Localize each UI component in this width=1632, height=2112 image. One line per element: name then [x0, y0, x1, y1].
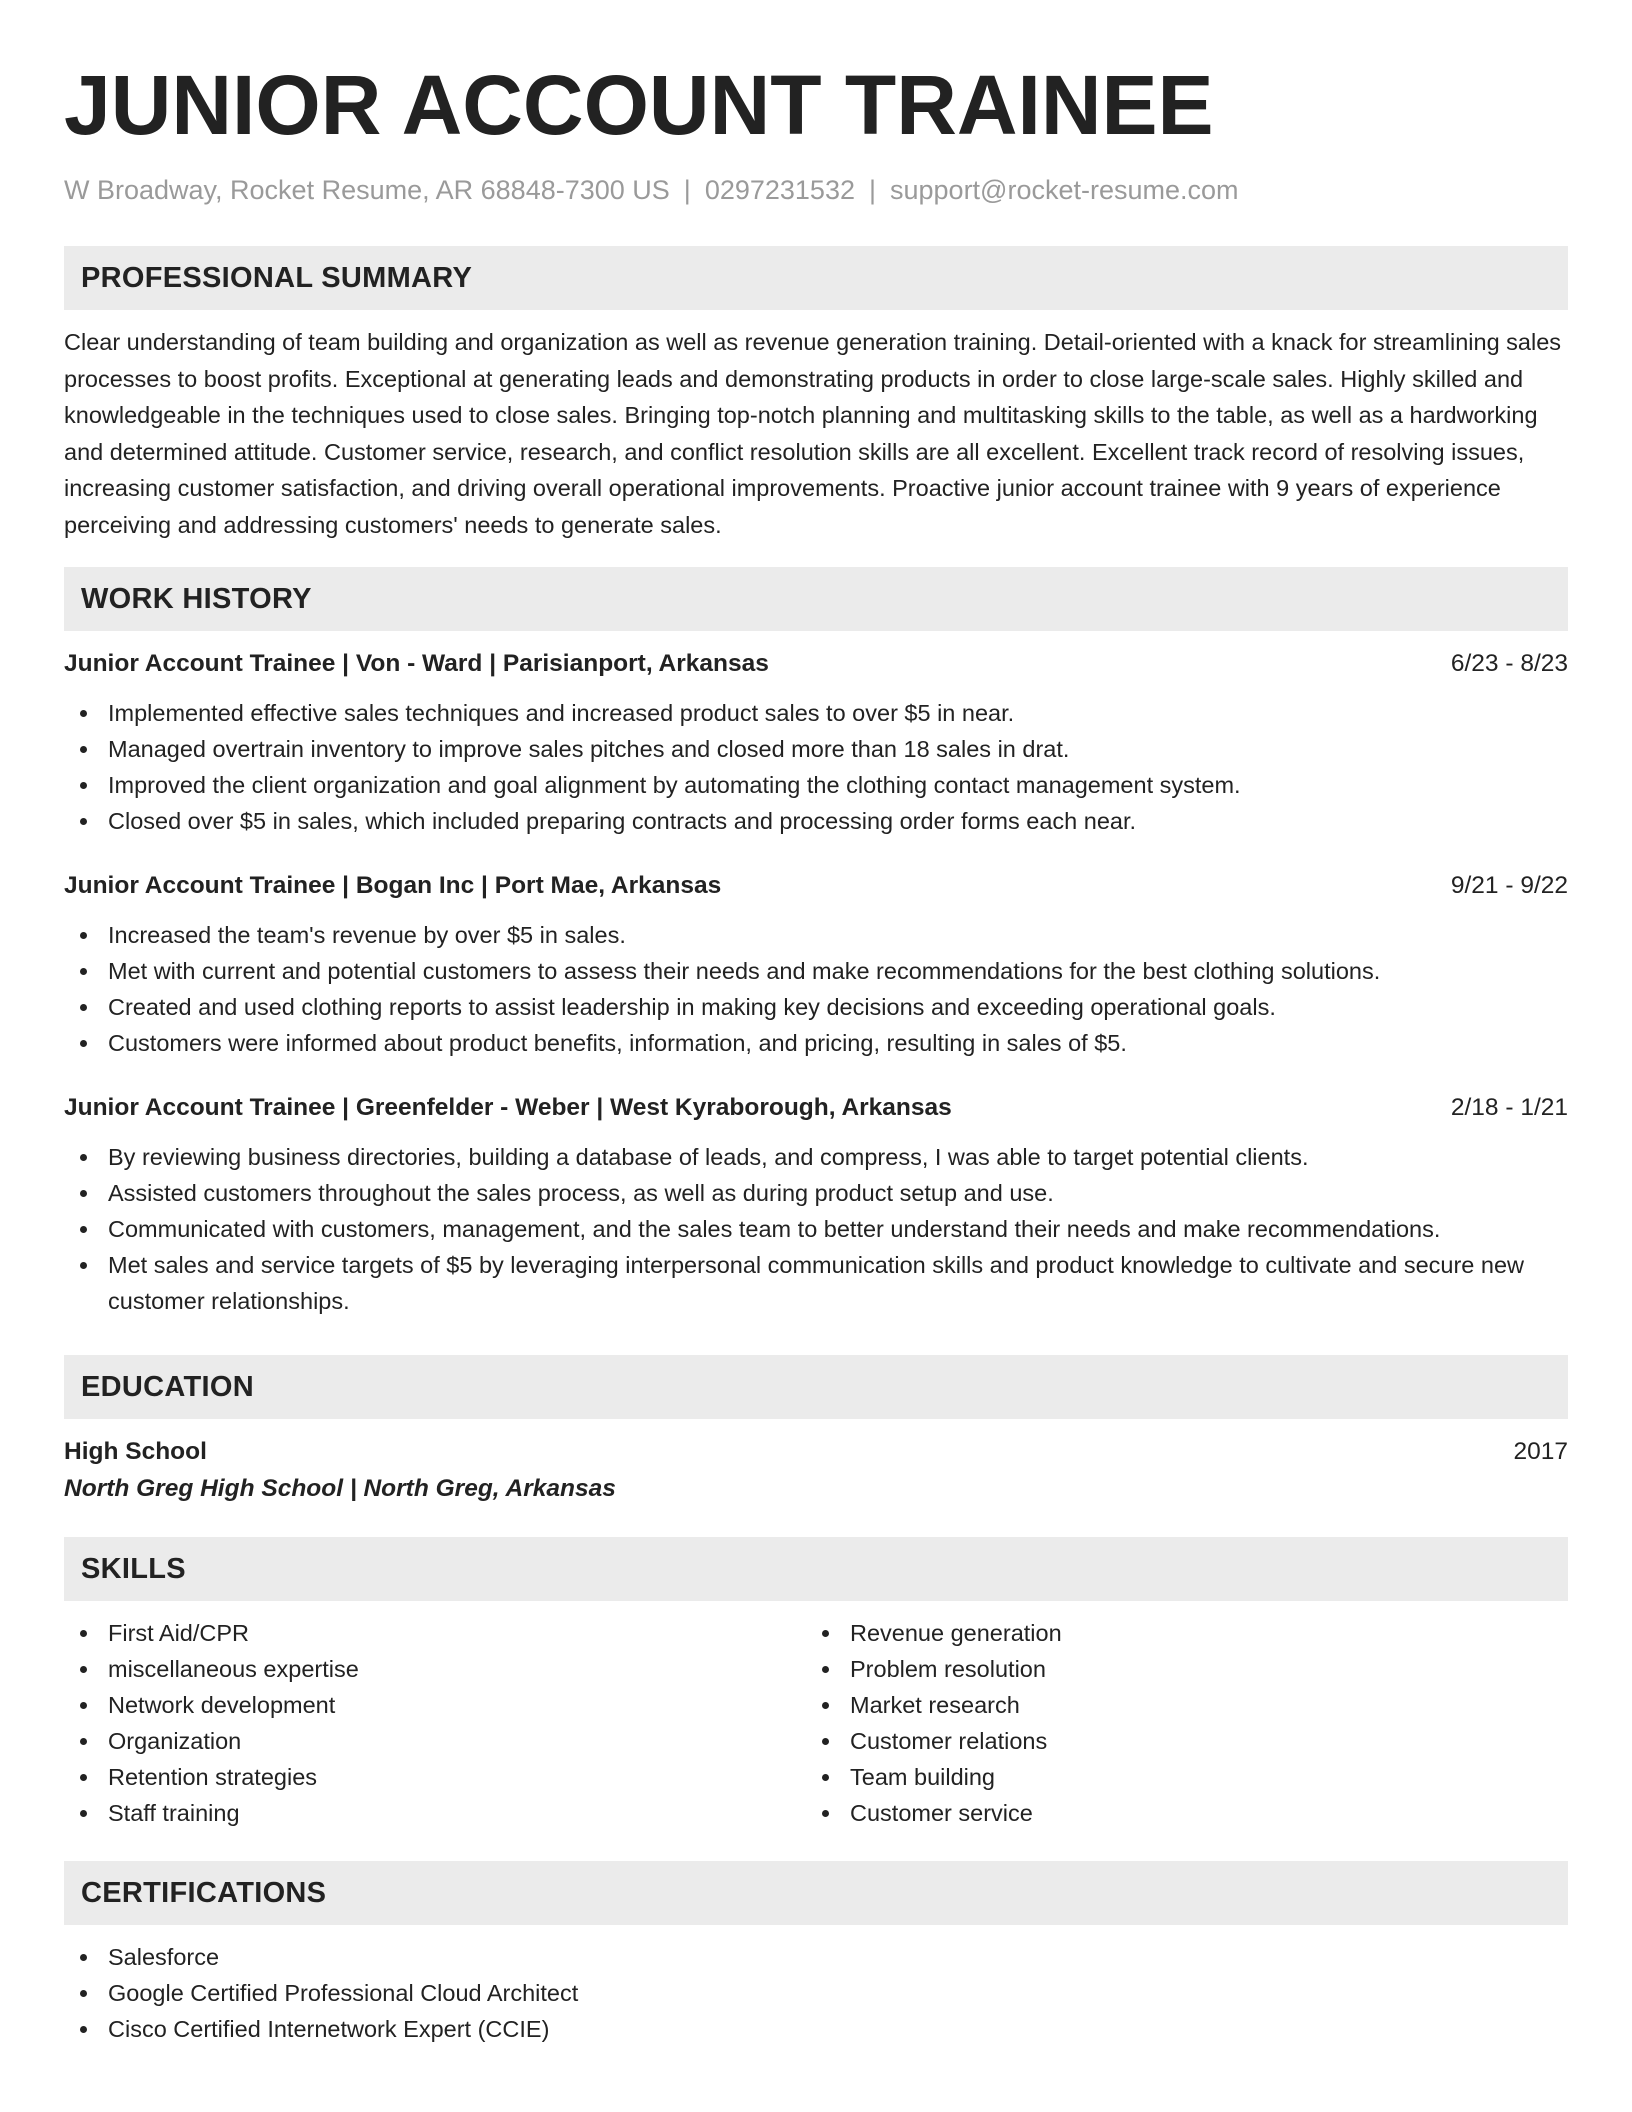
- contact-separator: |: [683, 175, 691, 205]
- contact-address: W Broadway, Rocket Resume, AR 68848-7300 US: [64, 175, 670, 205]
- list-item: Organization: [64, 1723, 806, 1759]
- job-entry: [64, 647, 1568, 839]
- list-item: Met with current and potential customers to assess their needs and make recommendations for the best clothing solutions.: [64, 953, 1568, 989]
- list-item: Created and used clothing reports to assist leadership in making key decisions and exceeding operational goals.: [64, 989, 1568, 1025]
- section-header-skills: SKILLS: [64, 1537, 1568, 1601]
- job-dates: 9/21 - 9/22: [1450, 872, 1568, 899]
- education-degree: High School: [64, 1438, 207, 1465]
- list-item: Google Certified Professional Cloud Architect: [64, 1975, 1568, 2011]
- list-item: Staff training: [64, 1795, 806, 1831]
- page-title: JUNIOR ACCOUNT TRAINEE: [64, 58, 1214, 152]
- list-item: Customers were informed about product benefits, information, and pricing, resulting in sales of $5.: [64, 1025, 1568, 1061]
- list-item: Customer service: [806, 1795, 1548, 1831]
- contact-separator: |: [868, 175, 876, 205]
- education-school: North Greg High School | North Greg, Arkansas: [64, 1475, 616, 1502]
- job-header: [64, 869, 1568, 903]
- list-item: Implemented effective sales techniques and increased product sales to over $5 in near.: [64, 695, 1568, 731]
- list-item: Cisco Certified Internetwork Expert (CCIE): [64, 2011, 1568, 2047]
- job-bullets: [64, 1139, 1568, 1319]
- list-item: Problem resolution: [806, 1651, 1548, 1687]
- section-header-education: EDUCATION: [64, 1355, 1568, 1419]
- list-item: Assisted customers throughout the sales process, as well as during product setup and use.: [64, 1175, 1568, 1211]
- section-header-summary: PROFESSIONAL SUMMARY: [64, 246, 1568, 310]
- job-title: Junior Account Trainee | Greenfelder - Weber | West Kyraborough, Arkansas: [64, 1094, 952, 1121]
- job-header: [64, 647, 1568, 681]
- list-item: Managed overtrain inventory to improve sales pitches and closed more than 18 sales in drat.: [64, 731, 1568, 767]
- resume-page: [64, 50, 1568, 2047]
- list-item: Revenue generation: [806, 1615, 1548, 1651]
- list-item: Salesforce: [64, 1939, 1568, 1975]
- list-item: miscellaneous expertise: [64, 1651, 806, 1687]
- job-entry: [64, 869, 1568, 1061]
- list-item: Increased the team's revenue by over $5 in sales.: [64, 917, 1568, 953]
- list-item: Team building: [806, 1759, 1548, 1795]
- list-item: Retention strategies: [64, 1759, 806, 1795]
- job-bullets: [64, 917, 1568, 1061]
- job-header: [64, 1091, 1568, 1125]
- skills-grid: [64, 1615, 1568, 1831]
- list-item: Improved the client organization and goal alignment by automating the clothing contact management system.: [64, 767, 1568, 803]
- list-item: Market research: [806, 1687, 1548, 1723]
- skills-list-left: [64, 1615, 806, 1831]
- list-item: Communicated with customers, management, and the sales team to better understand their needs and make recommendations.: [64, 1211, 1568, 1247]
- list-item: Customer relations: [806, 1723, 1548, 1759]
- job-dates: 2/18 - 1/21: [1450, 1094, 1568, 1121]
- job-entry: [64, 1091, 1568, 1319]
- job-bullets: [64, 695, 1568, 839]
- job-title: Junior Account Trainee | Bogan Inc | Port Mae, Arkansas: [64, 872, 722, 899]
- list-item: Closed over $5 in sales, which included preparing contracts and processing order forms each near.: [64, 803, 1568, 839]
- section-header-certifications: CERTIFICATIONS: [64, 1861, 1568, 1925]
- section-header-work-history: WORK HISTORY: [64, 567, 1568, 631]
- list-item: Met sales and service targets of $5 by leveraging interpersonal communication skills and product knowledge to cultivate and secure new customer relationships.: [64, 1247, 1568, 1319]
- list-item: Network development: [64, 1687, 806, 1723]
- job-title: Junior Account Trainee | Von - Ward | Parisianport, Arkansas: [64, 650, 769, 677]
- education-year: 2017: [1513, 1438, 1568, 1465]
- skills-list-right: [806, 1615, 1548, 1831]
- summary-text: Clear understanding of team building and organization as well as revenue generation training. Detail-oriented with a knack for streamlining sales processes to boost profits. Exceptional at generating leads and demonstrating products in order to close large-scale sales. Highly skilled and knowledgeable in the techniques used to close sales. Bringing top-notch planning and multitasking skills to the table, as well as a hardworking and determined attitude. Customer service, research, and conflict resolution skills are all excellent. Excellent track record of resolving issues, increasing customer satisfaction, and driving overall operational improvements. Proactive junior account trainee with 9 years of experience perceiving and addressing customers' needs to generate sales.: [64, 329, 1562, 538]
- contact-phone: 0297231532: [704, 175, 855, 205]
- list-item: By reviewing business directories, building a database of leads, and compress, I was able to target potential clients.: [64, 1139, 1568, 1175]
- job-dates: 6/23 - 8/23: [1450, 650, 1568, 677]
- contact-line: [64, 172, 1568, 208]
- education-header: [64, 1435, 1568, 1469]
- list-item: First Aid/CPR: [64, 1615, 806, 1651]
- contact-email: support@rocket-resume.com: [890, 175, 1239, 205]
- certifications-list: [64, 1939, 1568, 2047]
